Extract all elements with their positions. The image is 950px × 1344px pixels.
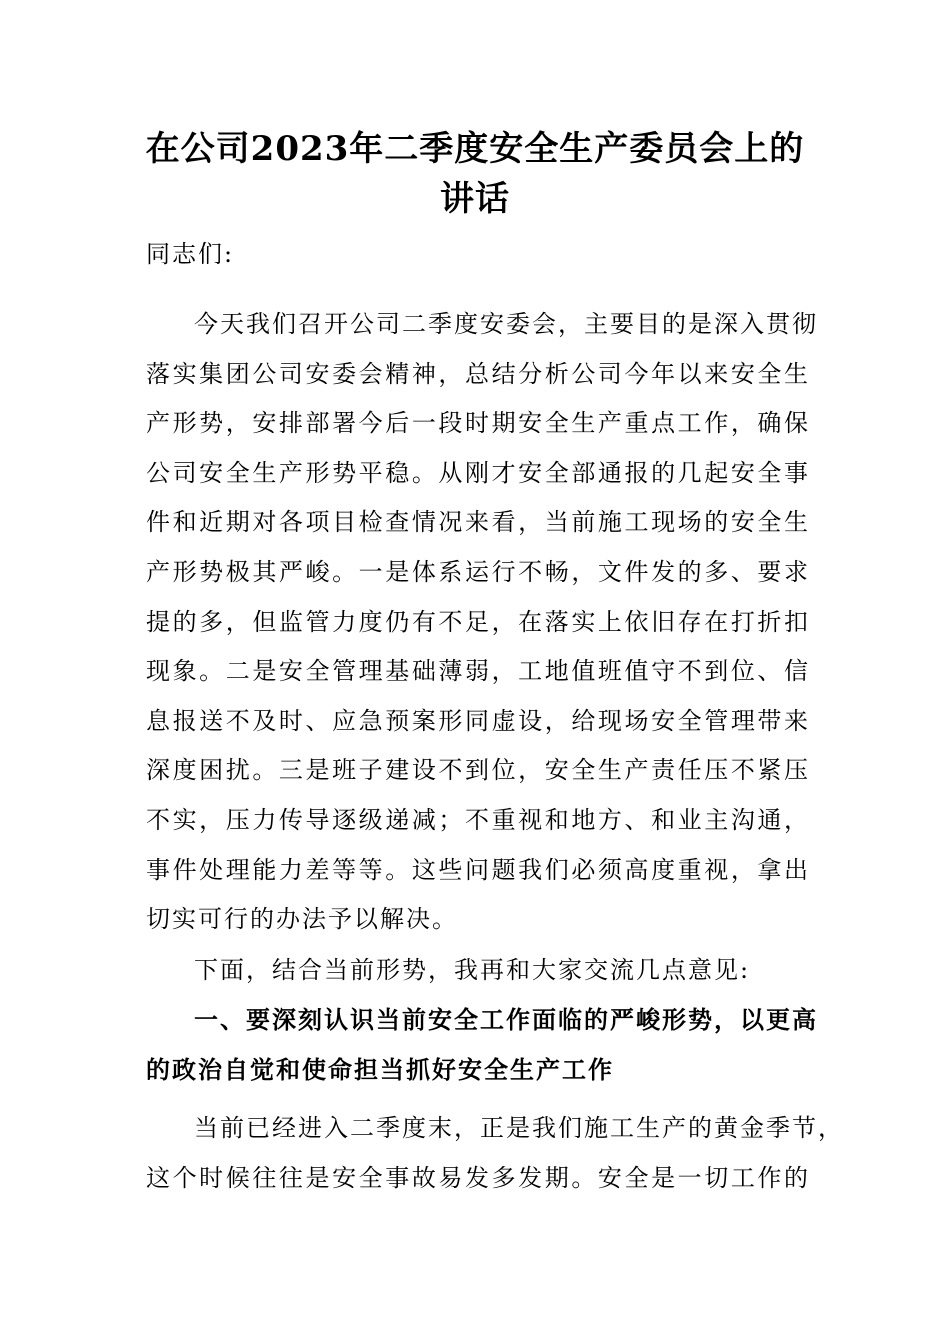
paragraph-1-line: 不实，压力传导逐级递减；不重视和地方、和业主沟通， — [146, 805, 810, 834]
paragraph-1 — [146, 300, 818, 945]
paragraph-2-line: 下面，结合当前形势，我再和大家交流几点意见: — [194, 956, 751, 984]
paragraph-2 — [146, 946, 810, 996]
paragraph-1-line: 提的多，但监管力度仍有不足，在落实上依旧存在打折扣 — [146, 607, 810, 636]
paragraph-1-line: 落实集团公司安委会精神，总结分析公司今年以来安全生 — [146, 359, 810, 388]
paragraph-1-line: 深度困扰。三是班子建设不到位，安全生产责任压不紧压 — [146, 756, 810, 785]
title-line-1: 在公司2023年二季度安全生产委员会上的 — [145, 129, 805, 169]
paragraph-1-line: 事件处理能力差等等。这些问题我们必须高度重视，拿出 — [146, 855, 810, 884]
section-heading-line: 的政治自觉和使命担当抓好安全生产工作 — [146, 1054, 614, 1084]
document-title — [130, 124, 820, 224]
paragraph-1-line: 息报送不及时、应急预案形同虚设，给现场安全管理带来 — [146, 706, 810, 735]
paragraph-1-line: 公司安全生产形势平稳。从刚才安全部通报的几起安全事 — [146, 458, 810, 487]
paragraph-1-line: 今天我们召开公司二季度安委会，主要目的是深入贯彻 — [194, 310, 818, 338]
salutation-text: 同志们: — [146, 240, 235, 268]
paragraph-1-line: 产形势极其严峻。一是体系运行不畅，文件发的多、要求 — [146, 557, 810, 586]
paragraph-1-line: 产形势，安排部署今后一段时期安全生产重点工作，确保 — [146, 409, 810, 438]
paragraph-3 — [146, 1104, 844, 1203]
title-line-2: 讲话 — [440, 179, 510, 219]
paragraph-1-line: 件和近期对各项目检查情况来看，当前施工现场的安全生 — [146, 508, 810, 537]
paragraph-1-line: 切实可行的办法予以解决。 — [146, 905, 458, 934]
paragraph-3-line: 这个时候往往是安全事故易发多发期。安全是一切工作的 — [146, 1163, 810, 1192]
section-heading-line: 一、要深刻认识当前安全工作面临的严峻形势，以更高 — [194, 1005, 818, 1034]
paragraph-1-line: 现象。二是安全管理基础薄弱，工地值班值守不到位、信 — [146, 657, 810, 686]
salutation — [146, 230, 810, 280]
paragraph-3-line: 当前已经进入二季度末，正是我们施工生产的黄金季节， — [194, 1114, 844, 1142]
section-heading-1 — [146, 995, 818, 1094]
